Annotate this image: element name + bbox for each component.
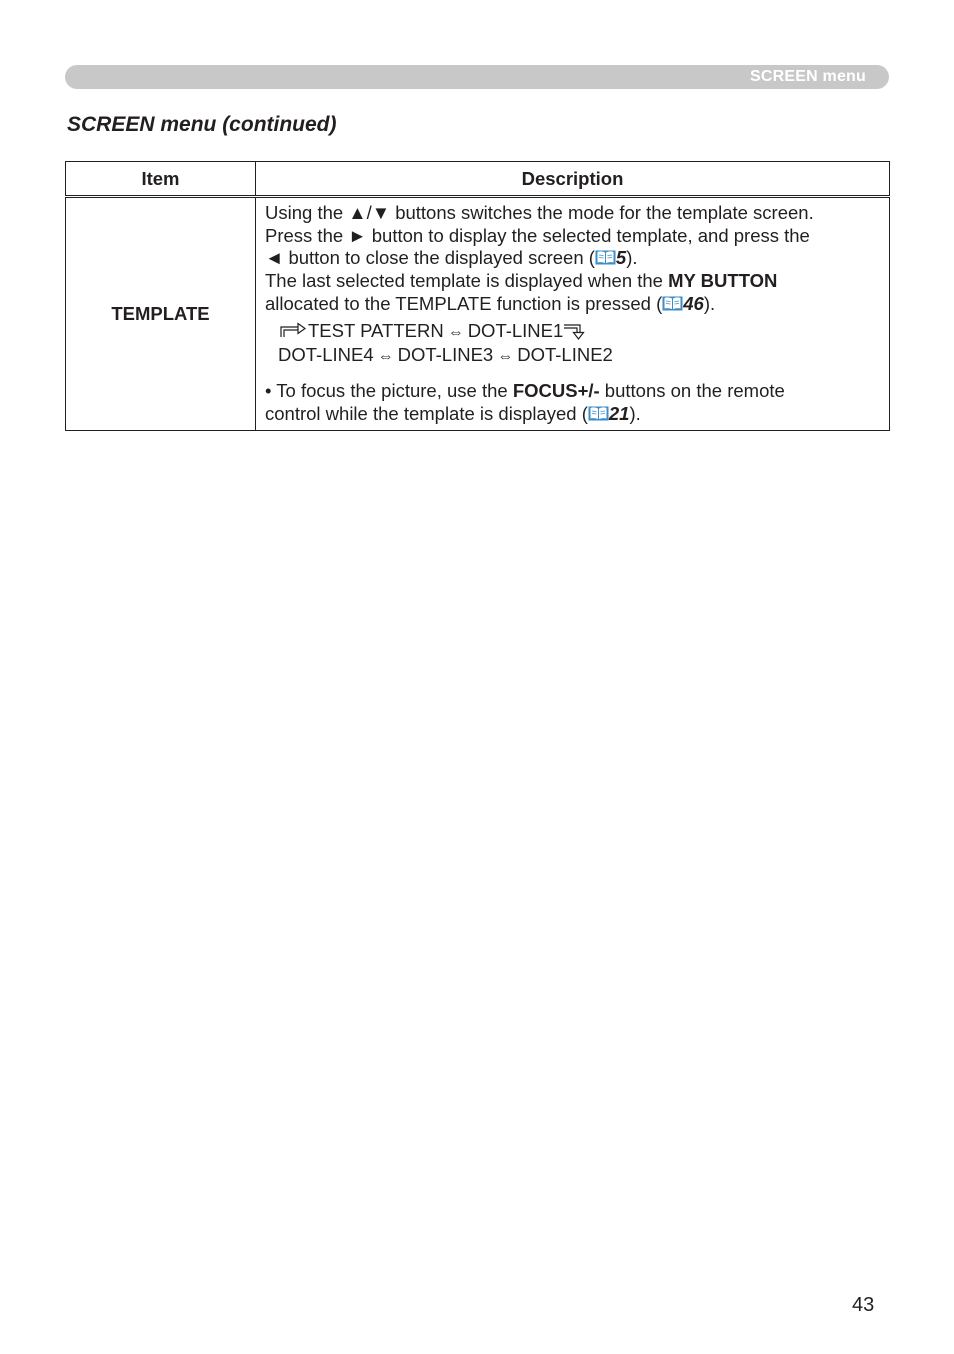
- description-text: allocated to the TEMPLATE function is pressed (: [265, 292, 663, 314]
- description-text: • To focus the picture, use the: [265, 379, 513, 401]
- sequence-dot-line3: DOT-LINE3: [397, 344, 494, 366]
- section-title: SCREEN menu (continued): [67, 113, 337, 136]
- description-line: Press the ► button to display the selected template, and press the: [265, 224, 810, 246]
- description-text: ).: [629, 402, 641, 424]
- description-line: [265, 270, 881, 293]
- description-text: ).: [626, 247, 638, 269]
- page-reference: 46: [683, 292, 704, 314]
- book-reference-icon: [595, 249, 616, 265]
- focus-note: [265, 380, 881, 425]
- table-header-row: [66, 162, 890, 197]
- double-arrow-icon: ⇔: [497, 348, 514, 366]
- column-header-item: Item: [66, 162, 256, 197]
- sequence-dot-line2: DOT-LINE2: [517, 344, 613, 366]
- page-reference: 5: [615, 247, 627, 269]
- book-reference-icon: [588, 405, 609, 421]
- description-line: [265, 247, 881, 270]
- double-arrow-icon: ⇔: [377, 348, 394, 366]
- loop-return-arrow-icon: [563, 320, 593, 340]
- sequence-dot-line1: DOT-LINE1: [467, 319, 564, 341]
- sequence-line: [278, 320, 881, 345]
- header-label: SCREEN menu: [750, 68, 866, 85]
- description-text: buttons on the remote: [599, 379, 785, 401]
- description-line: [265, 403, 881, 426]
- description-text: ◄ button to close the displayed screen (: [265, 247, 595, 269]
- sequence-line: [278, 344, 881, 369]
- double-arrow-icon: ⇔: [447, 323, 464, 341]
- description-text: ).: [703, 292, 716, 314]
- column-header-description: Description: [256, 162, 890, 197]
- item-cell-template: TEMPLATE: [66, 197, 256, 431]
- sequence-test-pattern: TEST PATTERN: [308, 319, 444, 341]
- description-line: Using the ▲/▼ buttons switches the mode for the template screen.: [265, 202, 814, 223]
- loop-start-arrow-icon: [278, 320, 308, 340]
- template-sequence: [265, 320, 881, 369]
- page-reference: 21: [608, 402, 630, 424]
- description-text: control while the template is displayed (: [265, 402, 588, 424]
- menu-table: [65, 161, 890, 431]
- table-row: [66, 197, 890, 431]
- description-line: [265, 293, 881, 316]
- description-line: [265, 380, 881, 403]
- my-button-label: MY BUTTON: [668, 270, 778, 292]
- sequence-dot-line4: DOT-LINE4: [278, 344, 374, 366]
- focus-button-label: FOCUS+/-: [512, 379, 600, 401]
- book-reference-icon: [662, 295, 683, 311]
- description-text: The last selected template is displayed when the: [265, 270, 669, 292]
- description-cell: [256, 197, 890, 431]
- page-number: 43: [852, 1294, 875, 1316]
- header-bar: [65, 65, 889, 89]
